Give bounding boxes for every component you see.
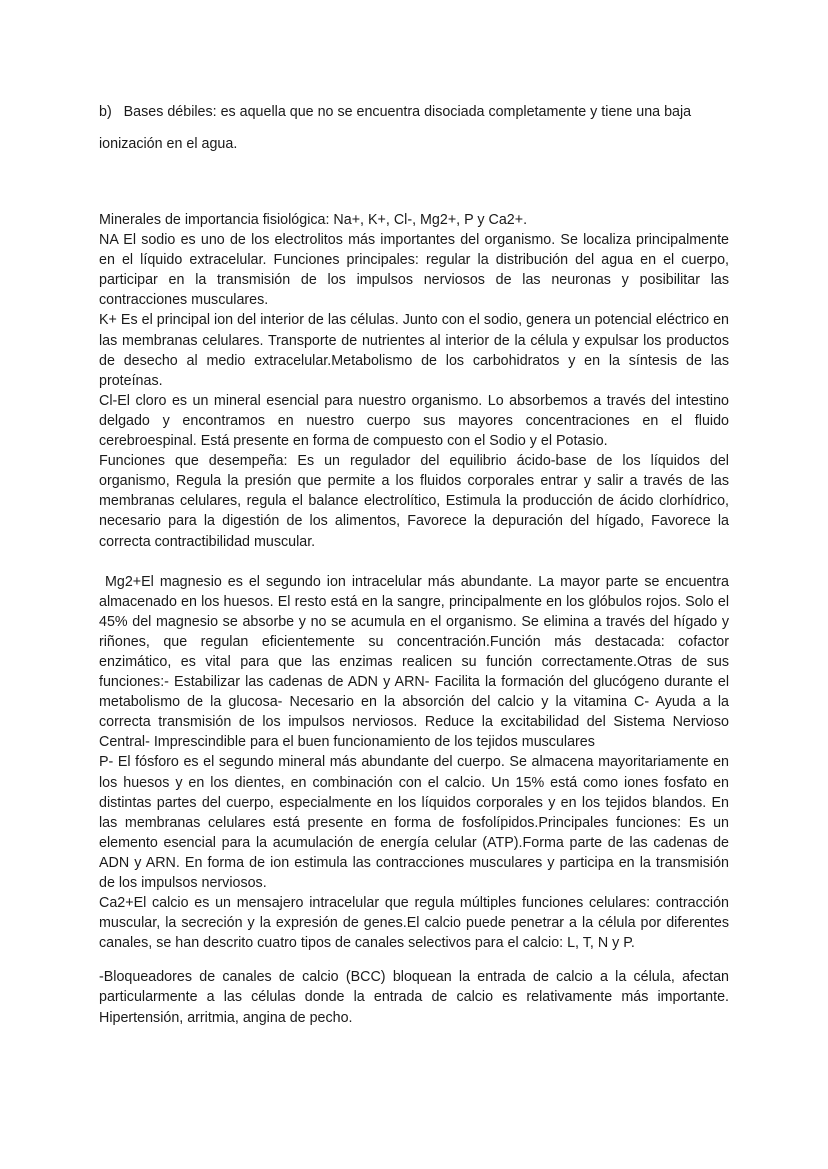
spacer <box>99 953 729 967</box>
document-body <box>99 96 733 1028</box>
paragraph-cloro: Cl-El cloro es un mineral esencial para nuestro organismo. Lo absorbemos a través del intestino delgado y encontramos en nuestro cuerpo sus mayores concentraciones en el fluido cerebroespinal. Está presente en forma de compuesto con el Sodio y el Potasio. <box>99 392 733 450</box>
paragraph-potasio: K+ Es el principal ion del interior de las células. Junto con el sodio, genera un potencial eléctrico en las membranas celulares. Transporte de nutrientes al interior de la célula y expulsar los productos de desecho al medio extracelular.Metabolismo de los carbohidratos y en la síntesis de las proteínas. <box>99 312 733 389</box>
paragraph-minerales-heading: Minerales de importancia fisiológica: Na+, K+, Cl-, Mg2+, P y Ca2+. <box>99 212 528 228</box>
spacer <box>99 552 729 572</box>
paragraph-bloqueadores: -Bloqueadores de canales de calcio (BCC) bloquean la entrada de calcio a la célula, afectan particularmente a las células donde la entrada de calcio es relativamente más importante. Hipertensión, arritmia, angina de pecho. <box>99 969 733 1026</box>
paragraph-sodio: NA El sodio es uno de los electrolitos más importantes del organismo. Se localiza principalmente en el líquido extracelular. Funciones principales: regular la distribución del agua en el cuerpo, participar en la transmisión de los impulsos nerviosos de las neuronas y posibilitar las contracciones musculares. <box>99 232 733 309</box>
paragraph-calcio: Ca2+El calcio es un mensajero intracelular que regula múltiples funciones celulares: contracción muscular, la secreción y la expresión de genes.El calcio puede penetrar a la célula por diferentes canales, se han descrito cuatro tipos de canales selectivos para el calcio: L, T, N y P. <box>99 895 733 952</box>
paragraph-bases-debiles: b) Bases débiles: es aquella que no se encuentra disociada completamente y tiene una baja ionización en el agua. <box>99 104 696 152</box>
paragraph-magnesio: Mg2+El magnesio es el segundo ion intracelular más abundante. La mayor parte se encuentra almacenado en los huesos. El resto está en la sangre, principalmente en los glóbulos rojos. Solo el 45% del magnesio se absorbe y no se acumula en el organismo. Se elimina a través del hígado y riñones, que regulan eficientemente su concentración.Función más destacada: cofactor enzimático, es vital para que las enzimas realicen su función correctamente.Otras de sus funciones:- Estabilizar las cadenas de ADN y ARN- Facilita la formación del glucógeno durante el metabolismo de la glucosa- Necesario en la absorción del calcio y la vitamina C- Ayuda a la correcta transmisión de los impulsos nerviosos. Reduce la excitabilidad del Sistema Nervioso Central- Imprescindible para el buen funcionamiento de los tejidos musculares <box>99 573 733 751</box>
paragraph-fosforo: P- El fósforo es el segundo mineral más abundante del cuerpo. Se almacena mayoritariamente en los huesos y en los dientes, en combinación con el calcio. Un 15% está como iones fosfato en distintas partes del cuerpo, especialmente en los líquidos corporales y en los tejidos blandos. En las membranas celulares está presente en forma de fosfolípidos.Principales funciones: Es un elemento esencial para la acumulación de energía celular (ATP).Forma parte de las cadenas de ADN y ARN. En forma de ion estimula las contracciones musculares y participa en la transmisión de los impulsos nerviosos. <box>99 754 733 891</box>
spacer <box>99 160 729 210</box>
paragraph-cloro-funciones: Funciones que desempeña: Es un regulador del equilibrio ácido-base de los líquidos del organismo, Regula la presión que permite a los fluidos corporales entrar y salir a través de las membranas celulares, regula el balance electrolítico, Estimula la producción de ácido clorhídrico, necesario para la digestión de los alimentos, Favorece la depuración del hígado, Favorece la correcta contractibilidad muscular. <box>99 453 733 550</box>
